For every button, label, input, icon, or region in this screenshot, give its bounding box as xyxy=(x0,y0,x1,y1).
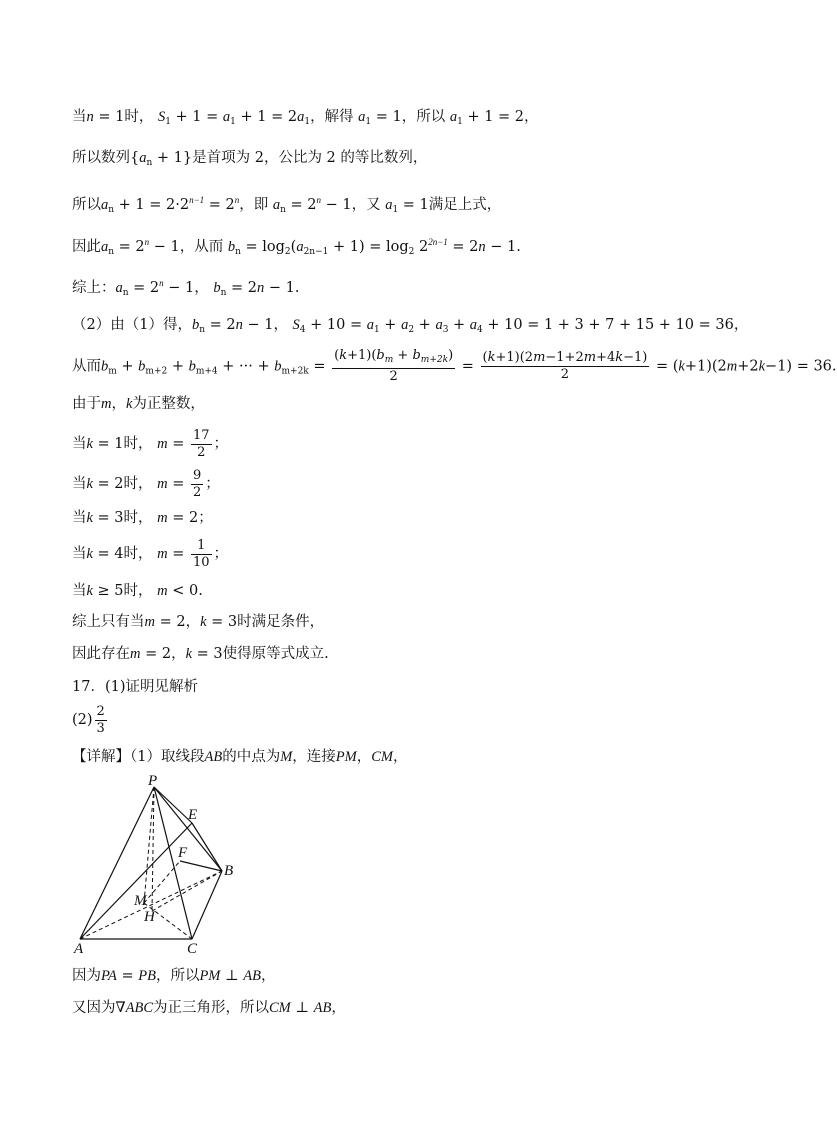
label-F: F xyxy=(178,845,188,861)
case-k2: 当k = 2时， m = $\frac{9}{2}$ ； xyxy=(72,467,220,500)
pyramid-figure xyxy=(72,775,242,955)
case-k1: 当k = 1时， m = $\frac{17}{2}$ ； xyxy=(72,427,229,460)
label-E: E xyxy=(188,807,198,823)
text-line-sequence: 所以数列$\{a_n + 1\}$是首项为 2，公比为 2 的等比数列， xyxy=(72,150,428,168)
text-line-equilateral: 又因为∇ABC为正三角形，所以CM ⊥ AB， xyxy=(72,1000,346,1016)
label-B: B xyxy=(224,863,234,879)
text-line-conclusion: 综上只有当m = 2，k = 3时满足条件， xyxy=(72,614,325,630)
label-A: A xyxy=(74,941,84,957)
text-line-part2-start: （2）由（1）得，$b_n = 2n - 1$， $S_4 + 10 = a_1 + a_2 + a_3 + a_4 + 10 = 1 + 3 + 7 + 15 + 10 = 36$， xyxy=(72,317,749,335)
text-line-exists: 因此存在m = 2，k = 3使得原等式成立. xyxy=(72,646,329,662)
q17-detail: 【详解】（1）取线段AB的中点为M，连接PM，CM， xyxy=(72,749,408,765)
case-k4: 当k = 4时， m = $\frac{1}{10}$ ； xyxy=(72,537,229,570)
text-line-n1: 当n = 1时， $S_1 + 1 = a_1 + 1 = 2a_1$，解得 $a_1 = 1$，所以 $a_1 + 1 = 2$， xyxy=(72,109,539,127)
case-k5: 当k ≥ 5时， m < 0. xyxy=(72,583,203,599)
text-line-pa-pb: 因为PA = PB，所以PM ⊥ AB， xyxy=(72,968,276,984)
label-H: H xyxy=(144,909,155,925)
text-line-positive-integers: 由于m，k为正整数， xyxy=(72,396,205,412)
label-M: M xyxy=(134,893,147,909)
text-line-sum-formula: 从而$b_m + b_{m+2} + b_{m+4}$ + ··· + $b_{m+2k}$ = $\frac{(k+1)(b_m + b_{m+2k})}{2}$ = $\frac{(k+1)(2m-1+2m+4k-1)}{2}$ = (k+1)(2m+2k−1) = 36. xyxy=(72,348,837,384)
text-line-summary: 综上：$a_n = 2^n - 1$， $b_n = 2n - 1$. xyxy=(72,278,300,298)
q17-answer-2: (2) $\frac{2}{3}$ xyxy=(72,703,105,736)
text-line-an: 所以$a_n + 1 = 2\cdot 2^{n-1} = 2^n$，即 $a_n = 2^n - 1$，又 $a_1 = 1$满足上式， xyxy=(72,195,502,215)
case-k3: 当k = 3时， m = 2； xyxy=(72,510,213,526)
q17-title: 17．(1)证明见解析 xyxy=(72,679,198,695)
label-C: C xyxy=(187,941,198,957)
text-line-bn: 因此$a_n = 2^n - 1$，从而 $b_n = \log_2(a_{2n-1} + 1) = \log_2 2^{2n-1} = 2n - 1$. xyxy=(72,237,521,257)
label-P: P xyxy=(148,773,158,789)
